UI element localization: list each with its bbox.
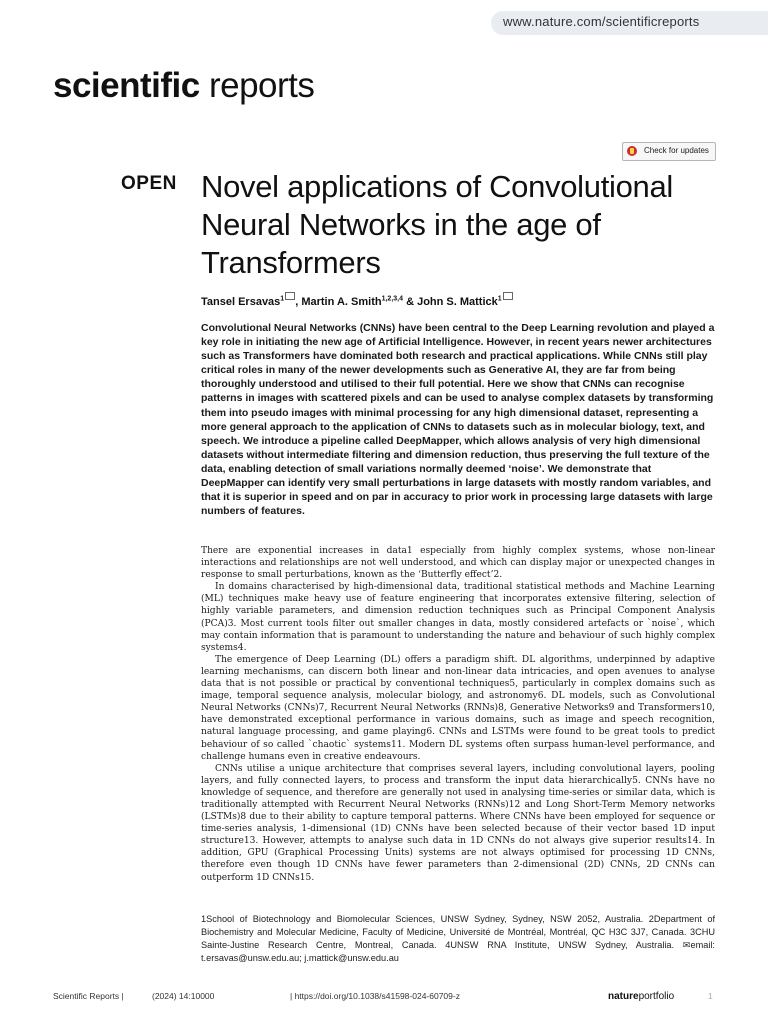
author-list: [201, 292, 513, 308]
affiliations: [201, 913, 715, 965]
page-number: 1: [708, 991, 713, 1001]
email-icon[interactable]: [503, 292, 513, 300]
footer-journal: Scientific Reports |: [53, 991, 124, 1001]
affiliations-text: 1School of Biotechnology and Biomolecular Sciences, UNSW Sydney, Sydney, NSW 2052, Australia. 2Department of Biochemistry and Molecular Medicine, Faculty of Medicine, Université de Montréal, Montréal, QC H3C 3J7, Canada. 3CHU Sainte-Justine Research Centre, Montreal, Canada. 4UNSW RNA Institute, UNSW Sydney, Australia. ✉email: t.ersavas@unsw.edu.au; j.mattick@unsw.edu.au: [201, 914, 715, 963]
author-affiliation-marker: 1: [280, 295, 285, 303]
author-affiliation-marker: 1,2,3,4: [381, 295, 404, 303]
body-paragraph: CNNs utilise a unique architecture that comprises several layers, including convolutional layers, pooling layers, and fully connected layers, to process and transform the input data hierarchically5. CNNs have no knowledge of sequence, and therefore are generally not used in analysing time-series or similar data, which is traditionally attempted with Recurrent Neural Networks (RNNs)12 and Long Short-Term Memory networks (LSTMs)8 due to their ability to capture temporal patterns. Where CNNs have been employed for sequence or time-series analysis, 1-dimensional (1D) CNNs have been selected because of their vector based 1D input structure13. However, attempts to analyse such data in 1D CNNs do not always give superior results14. In addition, GPU (Graphical Processing Units) systems are not always optimised for processing 1D CNNs, therefore even though 1D CNNs have fewer parameters than 2-dimensional (2D) CNNs, 2D CNNs can outperform 1D CNNs15.: [201, 763, 715, 883]
author-name[interactable]: Tansel Ersavas: [201, 296, 281, 308]
body-text: [201, 545, 715, 884]
author-separator: &: [403, 296, 418, 308]
author-separator: ,: [295, 296, 302, 308]
journal-url[interactable]: www.nature.com/scientificreports: [503, 14, 700, 29]
page-footer: [53, 991, 715, 1005]
article-title: Novel applications of Convolutional Neural Networks in the age of Transformers: [201, 169, 674, 280]
journal-logo: [53, 66, 314, 106]
author-affiliation-marker: 1: [497, 295, 502, 303]
footer-doi-link[interactable]: | https://doi.org/10.1038/s41598-024-60709-z: [290, 991, 460, 1001]
check-for-updates-label: Check for updates: [644, 146, 709, 155]
nature-portfolio-logo: [608, 991, 675, 1002]
brand-bold: nature: [608, 991, 639, 1002]
abstract: [201, 321, 715, 518]
journal-logo-bold: scientific: [53, 66, 200, 105]
crossmark-icon: [627, 146, 637, 156]
author-name[interactable]: John S. Mattick: [417, 296, 498, 308]
author-name[interactable]: Martin A. Smith: [301, 296, 382, 308]
open-access-label: OPEN: [121, 173, 177, 194]
brand-light: portfolio: [638, 991, 675, 1002]
check-for-updates-button[interactable]: [622, 142, 716, 161]
journal-logo-light: reports: [199, 66, 315, 105]
email-icon[interactable]: [285, 292, 295, 300]
abstract-text: Convolutional Neural Networks (CNNs) have been central to the Deep Learning revolution and played a key role in initiating the new age of Artificial Intelligence. However, in recent years newer architectures such as Transformers have dominated both research and practical applications. While CNNs still play critical roles in many of the newer developments such as Generative AI, they are far from being thoroughly understood and utilised to their full potential. Here we show that CNNs can recognise patterns in images with scattered pixels and can be used to analyse complex datasets by transforming them into pseudo images with minimal processing for any high dimensional dataset, representing a more general approach to the application of CNNs to datasets such as in molecular biology, text, and speech. We introduce a pipeline called DeepMapper, which allows analysis of very high dimensional datasets without intermediate filtering and dimension reduction, thus preserving the full texture of the data, enabling detection of small variations normally deemed ‘noise’. We demonstrate that DeepMapper can identify very small perturbations in large datasets with mostly random variables, and that it is superior in speed and on par in accuracy to prior work in processing large datasets with large numbers of features.: [201, 322, 715, 518]
body-paragraph: In domains characterised by high-dimensional data, traditional statistical methods and Machine Learning (ML) techniques make heavy use of feature engineering that incorporates extensive filtering, selection of highly variable parameters, and dimension reduction techniques such as Principal Component Analysis (PCA)3. Most current tools filter out smaller changes in data, mostly considered artefacts or `noise`, which may contain information that is paramount to understanding the nature and behaviour of such highly complex systems4.: [201, 582, 715, 653]
body-paragraph: The emergence of Deep Learning (DL) offers a paradigm shift. DL algorithms, underpinned by adaptive learning mechanisms, can discern both linear and non-linear data intricacies, and open avenues to analyse data that is not possible or practical by conventional techniques5, particularly in complex domains such as image, temporal sequence analysis, molecular biology, and astronomy6. DL models, such as Convolutional Neural Networks (CNNs)7, Recurrent Neural Networks (RNNs)8, Generative Networks9 and Transformers10, have demonstrated exceptional performance in various domains, such as image and speech recognition, natural language processing, and game playing6. CNNs and LSTMs were found to be great tools to predict behaviour of so called `chaotic` systems11. Modern DL systems often surpass human-level performance, and challenge humans even in creative endeavours.: [201, 654, 715, 762]
footer-volume: (2024) 14:10000: [152, 991, 215, 1001]
body-paragraph: There are exponential increases in data1 especially from highly complex systems, whose non-linear interactions and relationships are not well understood, and which can display major or unexpected changes in response to small perturbations, known as the ‘Butterfly effect’2.: [201, 546, 715, 581]
journal-url-bar[interactable]: [491, 11, 768, 35]
